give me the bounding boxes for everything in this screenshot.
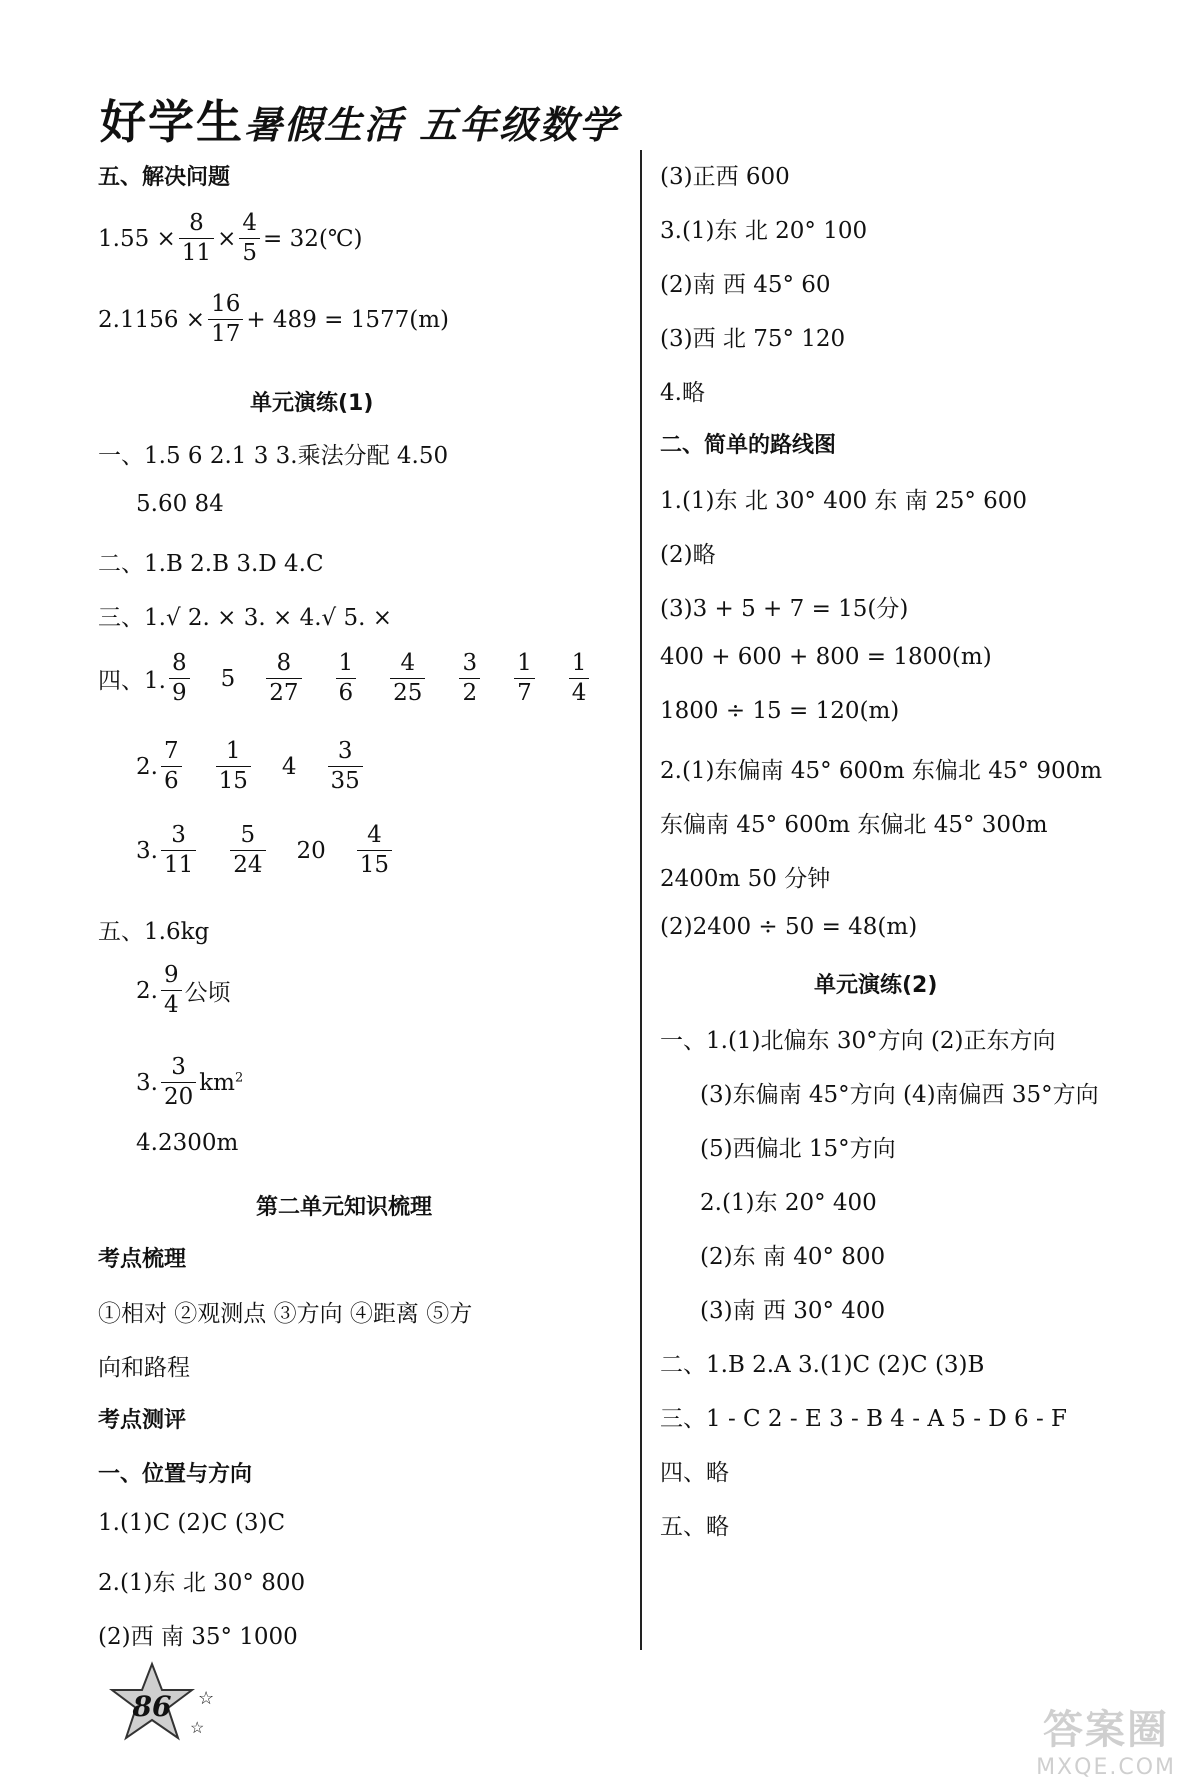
u2-line-2: (3)东偏南 45°方向 (4)南偏西 35°方向 [700, 1082, 1099, 1108]
answer-line-s5-1 [98, 212, 363, 265]
expr-pre: 2.1156 × [98, 306, 206, 333]
item-number: 2. [136, 753, 158, 780]
fraction: $\frac{3}{35}$ [328, 740, 363, 793]
item-number: 3. [136, 837, 158, 864]
key-points-title: 考点梳理 [98, 1247, 187, 1272]
expr-mid: × [217, 225, 237, 252]
u1-part4-line2 [136, 740, 366, 793]
fraction: $\frac{4}{25}$ [390, 652, 425, 705]
u2-line-8: 三、1 - C 2 - E 3 - B 4 - A 5 - D 6 - F [660, 1406, 1068, 1432]
fraction: $\frac{1}{15}$ [216, 740, 251, 793]
fraction: $\frac{8}{27}$ [266, 652, 301, 705]
fraction: $\frac{8}{9}$ [169, 652, 190, 705]
unit-practice-2-title: 单元演练(2) [814, 973, 938, 998]
fraction: $\frac{1}{7}$ [514, 652, 535, 705]
fraction: $\frac{16}{17}$ [208, 293, 243, 346]
right-line-10: 1800 ÷ 15 = 120(m) [660, 698, 900, 724]
route-map-title: 二、简单的路线图 [660, 433, 837, 458]
small-star-icon: ☆ [198, 1688, 215, 1709]
u1-part4-line1 [98, 652, 592, 705]
expr-post: + 489 = 1577(m) [246, 306, 450, 333]
right-line-1: (3)正西 600 [660, 164, 790, 190]
right-line-7: (2)略 [660, 542, 716, 568]
watermark-url: MXQE.COM [1036, 1755, 1176, 1780]
fraction: $\frac{4}{15}$ [357, 824, 392, 877]
unit-label: 公顷 [184, 980, 231, 1006]
key-evaluation-title: 考点测评 [98, 1408, 187, 1433]
right-line-12: 东偏南 45° 600m 东偏北 45° 300m [660, 812, 1048, 838]
position-direction-title: 一、位置与方向 [98, 1462, 253, 1487]
right-line-13: 2400m 50 分钟 [660, 866, 831, 892]
right-line-14: (2)2400 ÷ 50 = 48(m) [660, 914, 918, 940]
unit-practice-1-title: 单元演练(1) [250, 391, 374, 416]
fraction: $\frac{3}{20}$ [161, 1056, 196, 1109]
fraction: $\frac{9}{4}$ [161, 964, 182, 1017]
answer-value: 4 [281, 753, 297, 780]
u2-line-4: 2.(1)东 20° 400 [700, 1190, 877, 1216]
u2-line-1: 一、1.(1)北偏东 30°方向 (2)正东方向 [660, 1028, 1056, 1054]
u2-line-5: (2)东 南 40° 800 [700, 1244, 886, 1270]
brand-title: 好学生 [100, 95, 244, 149]
pd-line3: (2)西 南 35° 1000 [98, 1624, 298, 1650]
answer-value: 5 [220, 665, 236, 692]
unit-label: $km^2$ [199, 1069, 244, 1096]
right-line-3: (2)南 西 45° 60 [660, 272, 831, 298]
answer-value: 20 [296, 837, 326, 864]
fraction: $\frac{4}{5}$ [239, 212, 260, 265]
fraction: $\frac{3}{11}$ [161, 824, 196, 877]
pd-line2: 2.(1)东 北 30° 800 [98, 1570, 306, 1596]
fraction: $\frac{7}{6}$ [161, 740, 182, 793]
section-title-solve-problems: 五、解决问题 [98, 165, 231, 190]
u1-part1-line2: 5.60 84 [136, 491, 224, 517]
column-divider [640, 150, 642, 1650]
u2-line-9: 四、略 [660, 1460, 729, 1486]
expr-pre: 1.55 × [98, 225, 176, 252]
expr-post: = 32(℃) [263, 225, 363, 252]
u1-part2: 二、1.B 2.B 3.D 4.C [98, 551, 324, 577]
fraction: $\frac{3}{2}$ [459, 652, 480, 705]
fraction: $\frac{1}{4}$ [569, 652, 590, 705]
u2-line-10: 五、略 [660, 1514, 729, 1540]
fraction: $\frac{1}{6}$ [336, 652, 357, 705]
u1-part5-line1: 五、1.6kg [98, 919, 210, 945]
key-points-line1: ①相对 ②观测点 ③方向 ④距离 ⑤方 [98, 1301, 473, 1327]
fraction: $\frac{8}{11}$ [179, 212, 214, 265]
watermark [1036, 1698, 1176, 1780]
page-number: 86 [132, 1690, 172, 1723]
right-line-4: (3)西 北 75° 120 [660, 326, 846, 352]
u2-line-3: (5)西偏北 15°方向 [700, 1136, 896, 1162]
u1-part5-line2: 2. $\frac{9}{4}$ 公顷 [136, 962, 231, 1018]
u2-line-6: (3)南 西 30° 400 [700, 1298, 886, 1324]
u1-part5-line3: 3. $\frac{3}{20}$ $km^2$ [136, 1054, 244, 1110]
right-line-2: 3.(1)东 北 20° 100 [660, 218, 868, 244]
right-line-8: (3)3 + 5 + 7 = 15(分) [660, 596, 909, 622]
right-line-5: 4.略 [660, 380, 705, 406]
pd-line1: 1.(1)C (2)C (3)C [98, 1510, 286, 1536]
u2-line-7: 二、1.B 2.A 3.(1)C (2)C (3)B [660, 1352, 985, 1378]
header-subtitle: 暑假生活 五年级数学 [244, 102, 620, 147]
u1-part1-line1: 一、1.5 6 2.1 3 3.乘法分配 4.50 [98, 443, 449, 469]
right-line-11: 2.(1)东偏南 45° 600m 东偏北 45° 900m [660, 758, 1103, 784]
u1-part5-line4: 4.2300m [136, 1130, 239, 1156]
item-number: 四、1. [98, 668, 166, 694]
watermark-logo: 答案圈 [1043, 1707, 1170, 1753]
page-header [100, 86, 619, 152]
u1-part4-line3 [136, 824, 395, 877]
fraction: $\frac{5}{24}$ [230, 824, 265, 877]
unit2-knowledge-title: 第二单元知识梳理 [256, 1195, 433, 1220]
right-line-6: 1.(1)东 北 30° 400 东 南 25° 600 [660, 488, 1028, 514]
key-points-line2: 向和路程 [98, 1355, 190, 1381]
answer-line-s5-2 [98, 293, 449, 346]
u1-part3: 三、1.√ 2. × 3. × 4.√ 5. × [98, 605, 393, 631]
small-star-icon: ☆ [190, 1718, 205, 1737]
right-line-9: 400 + 600 + 800 = 1800(m) [660, 644, 992, 670]
